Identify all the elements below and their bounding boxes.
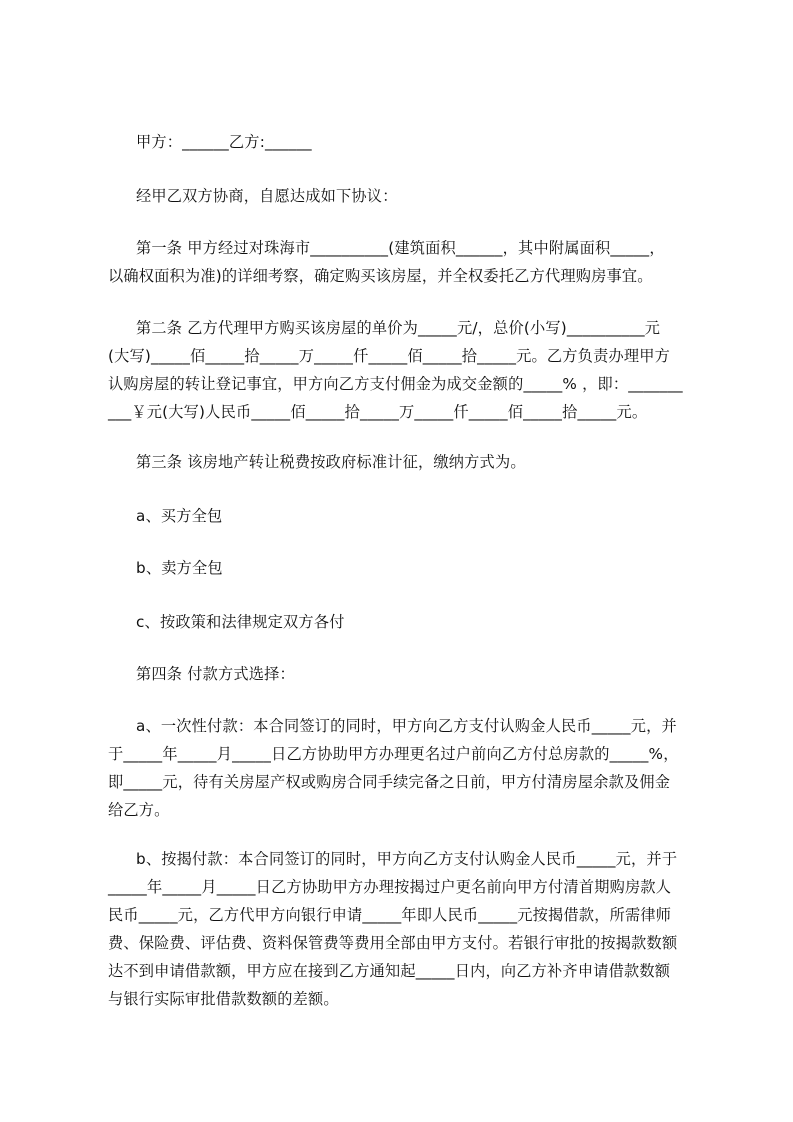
payment-a-line: 给乙方。	[108, 801, 170, 819]
payment-option-a	[108, 712, 698, 824]
payment-b-line: 民币_____元，乙方代甲方向银行申请_____年即人民币_____元按揭借款，所需律师	[108, 906, 672, 924]
option-c: c、按政策和法律规定双方各付	[136, 613, 345, 631]
article-1	[108, 234, 698, 290]
payment-a-line: a、一次性付款：本合同签订的同时，甲方向乙方支付认购金人民币_____元，并	[136, 717, 677, 735]
article-2-line: (大写)_____佰_____拾_____万_____仟_____佰_____拾_____元。乙方负责办理甲方	[108, 347, 671, 365]
option-a: a、买方全包	[136, 507, 223, 525]
payment-b-line: 达不到申请借款额，甲方应在接到乙方通知起_____日内，向乙方补齐申请借款数额	[108, 962, 671, 980]
article-2-line: 认购房屋的转让登记事宜，甲方向乙方支付佣金为成交金额的_____% ，即：_______	[108, 375, 683, 393]
parties-line: 甲方：______乙方:______	[136, 133, 312, 151]
payment-b-line: 费、保险费、评估费、资料保管费等费用全部由甲方支付。若银行审批的按揭款数额	[108, 934, 678, 952]
payment-option-b	[108, 845, 698, 1013]
article-1-line: 以确权面积为准)的详细考察，确定购买该房屋，并全权委托乙方代理购房事宜。	[108, 267, 653, 285]
article-1-line: 第一条 甲方经过对珠海市__________(建筑面积______，其中附属面积_____，	[136, 239, 665, 257]
payment-b-line: b、按揭付款：本合同签订的同时，甲方向乙方支付认购金人民币_____元，并于	[136, 850, 678, 868]
payment-b-line: 与银行实际审批借款数额的差额。	[108, 990, 339, 1008]
payment-a-line: 于_____年_____月_____日乙方协助甲方办理更名过户前向乙方付总房款的_____%，	[108, 745, 679, 763]
article-2-line: ___￥元(大写)人民币_____佰_____拾_____万_____仟_____佰_____拾_____元。	[108, 403, 648, 421]
intro-paragraph: 经甲乙双方协商，自愿达成如下协议：	[136, 187, 398, 205]
article-4: 第四条 付款方式选择：	[136, 665, 295, 683]
article-2	[108, 314, 698, 426]
payment-a-line: 即_____元，待有关房屋产权或购房合同手续完备之日前，甲方付清房屋余款及佣金	[108, 773, 671, 791]
option-b: b、卖方全包	[136, 559, 223, 577]
article-2-line: 第二条 乙方代理甲方购买该房屋的单价为_____元/，总价(小写)__________元	[136, 319, 661, 337]
article-3: 第三条 该房地产转让税费按政府标准计征，缴纳方式为。	[136, 453, 526, 471]
payment-b-line: _____年_____月_____日乙方协助甲方办理按揭过户更名前向甲方付清首期购房款人	[108, 878, 672, 896]
